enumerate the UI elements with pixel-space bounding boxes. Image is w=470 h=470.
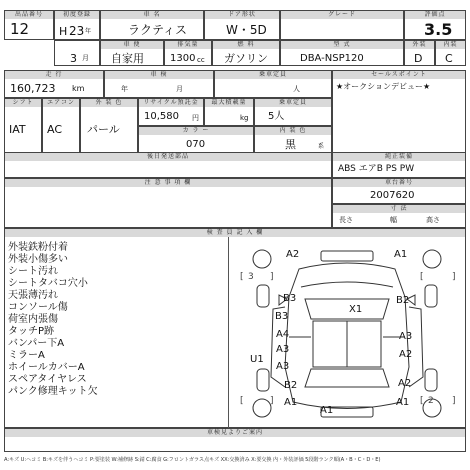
inspector-header: 検 査 員 記 入 欄 [5, 229, 465, 237]
mileage-header: 走 行 [5, 71, 103, 79]
bracket-right-bottom-close: ] [452, 396, 456, 406]
model-code-header: 型 式 [281, 41, 403, 49]
displacement-value: 1300 [170, 53, 196, 64]
usage-header: 車 便 [101, 41, 163, 49]
color-no-header: カ ラ ー [139, 127, 253, 135]
ext-score-value: D [414, 52, 423, 65]
bracket-right-bottom-open: [ [420, 396, 424, 406]
car-no-header: 車台番号 [333, 179, 465, 187]
dim-width: 幅 [390, 216, 397, 224]
month-unit: 月 [82, 54, 89, 62]
note-line: パンク修理キット欠 [8, 386, 98, 397]
bracket-left-bottom-open: [ [240, 396, 244, 406]
mark-a3-right: A3 [399, 331, 413, 342]
model-value: ラクティス [128, 23, 188, 37]
note-line: ホイールカバーA [8, 362, 85, 373]
mileage-value: 160,723 [10, 82, 56, 95]
note-line: 荷室内張傷 [8, 314, 58, 325]
ext-color-value: パール [87, 123, 120, 136]
month-value: 3 [70, 52, 77, 65]
displacement-header: 排気量 [165, 41, 211, 49]
note-line: バンパー下A [8, 338, 65, 349]
mark-u1: U1 [250, 354, 264, 365]
bracket-right-top-open: [ [420, 272, 424, 282]
mark-a1-lower-left: A1 [284, 397, 298, 408]
month-cell [54, 40, 100, 66]
dealer-notes-header: 車検見よりご案内 [5, 429, 465, 437]
mark-b2-lower: B2 [284, 380, 298, 391]
mark-b2-upper: B2 [396, 295, 410, 306]
int-score-header: 内装 [436, 41, 465, 49]
yen-unit: 円 [192, 114, 199, 122]
note-line: ミラーA [8, 350, 45, 361]
int-color-header: 内 装 色 [255, 127, 331, 135]
ext-color-header: 外 装 色 [81, 99, 137, 107]
capacity2-header: 乗車定員 [255, 99, 331, 107]
year-value: 23 [69, 24, 85, 38]
bracket-right-top-close: ] [452, 272, 456, 282]
sales-point-header: セールスポイント [333, 71, 465, 79]
fuel-header: 燃 料 [213, 41, 279, 49]
mark-a3-lower: A3 [276, 361, 290, 372]
model-code-value: DBA-NSP120 [300, 53, 364, 64]
note-line: シート汚れ [8, 266, 58, 277]
bracket-left-top-open: [ [240, 272, 244, 282]
sales-point-value: ★オークションデビュー★ [336, 82, 431, 91]
mark-a1-top: A1 [394, 249, 408, 260]
ac-value: AC [47, 123, 63, 136]
lot-no-header: 出品番号 [5, 11, 53, 19]
car-no-value: 2007620 [370, 190, 415, 201]
ext-score-header: 外装 [405, 41, 434, 49]
note-line: コンソール傷 [8, 302, 68, 313]
ac-header: エアコン [43, 99, 79, 107]
dim-length: 長さ [339, 216, 353, 224]
int-score-value: C [445, 52, 453, 65]
inspection-header: 車 検 [105, 71, 213, 79]
lot-no-value: 12 [10, 20, 30, 38]
bracket-left-top-num: 3 [248, 272, 254, 282]
bracket-right-bottom-num: 2 [428, 396, 434, 406]
capacity-unit: 人 [293, 85, 300, 93]
score-header: 評価点 [405, 11, 465, 19]
notes-header: 注 意 事 項 欄 [5, 179, 331, 187]
mark-a1-lower-right: A1 [396, 397, 410, 408]
cc-unit: cc [197, 56, 205, 64]
mark-a2-right: A2 [399, 349, 413, 360]
mark-a2-lower: A2 [398, 378, 412, 389]
capacity2-value: 5人 [268, 111, 285, 122]
note-line: シートタバコ穴小 [8, 278, 88, 289]
year-unit: 年 [85, 28, 92, 35]
insp-month-unit: 月 [176, 85, 183, 93]
dimensions-header: 寸 法 [333, 205, 465, 213]
door-value: W・5D [226, 23, 267, 37]
max-load-header: 最大積載量 [205, 99, 253, 107]
model-header: 車 名 [101, 11, 203, 19]
shift-value: IAT [9, 123, 26, 136]
mark-a1-bottom: A1 [320, 405, 334, 416]
insp-year-unit: 年 [121, 85, 128, 93]
note-line: 天張薄汚れ [8, 290, 58, 301]
dim-height: 高さ [426, 216, 440, 224]
equipment-value: ABS エアB PS PW [338, 164, 415, 174]
post-sale-header: 後日発送部品 [5, 153, 331, 161]
note-line: タッチP跡 [8, 326, 55, 337]
mark-a4: A4 [276, 329, 290, 340]
legend: A:キズ U:ヘコミ B:キズを伴うヘコミ P:要塗装 W:補修跡 S:錆 C:腐食 G:フロントガラス点キズ XX:交換済み X:要交換 内・外装評価 5段階ランク順(A・B・C・D・E) [4, 457, 381, 463]
recycle-value: 10,580 [144, 111, 179, 122]
equipment-header: 純正装備 [333, 153, 465, 161]
usage-value: 自家用 [111, 52, 144, 65]
kei-unit: 系 [318, 143, 325, 150]
note-line: 外装鉄粉付着 [8, 242, 68, 253]
first-reg-header: 初度登録 [55, 11, 99, 19]
capacity-header: 乗車定員 [215, 71, 331, 79]
note-line: スペアタイヤレス [8, 374, 87, 385]
int-color-value: 黒 [285, 138, 296, 151]
mark-b3: B3 [283, 293, 297, 304]
note-line: 外装小傷多い [8, 254, 68, 265]
mark-b3-left: B3 [275, 311, 289, 322]
mark-x1: X1 [349, 304, 363, 315]
door-header: ドア形状 [205, 11, 279, 19]
score-value: 3.5 [424, 20, 453, 39]
recycle-header: リサイクル預託金 [139, 99, 203, 107]
color-no-value: 070 [186, 139, 206, 150]
era-value: H [59, 25, 68, 38]
grade-header: グレード [281, 11, 403, 19]
bracket-left-top-close: ] [270, 272, 274, 282]
mark-a2-top: A2 [286, 249, 300, 260]
bracket-left-bottom-close: ] [270, 396, 274, 406]
kg-unit: kg [240, 114, 249, 122]
mark-a3-mid: A3 [276, 344, 290, 355]
fuel-value: ガソリン [224, 52, 268, 65]
km-unit: km [72, 84, 85, 93]
shift-header: シフト [5, 99, 41, 107]
